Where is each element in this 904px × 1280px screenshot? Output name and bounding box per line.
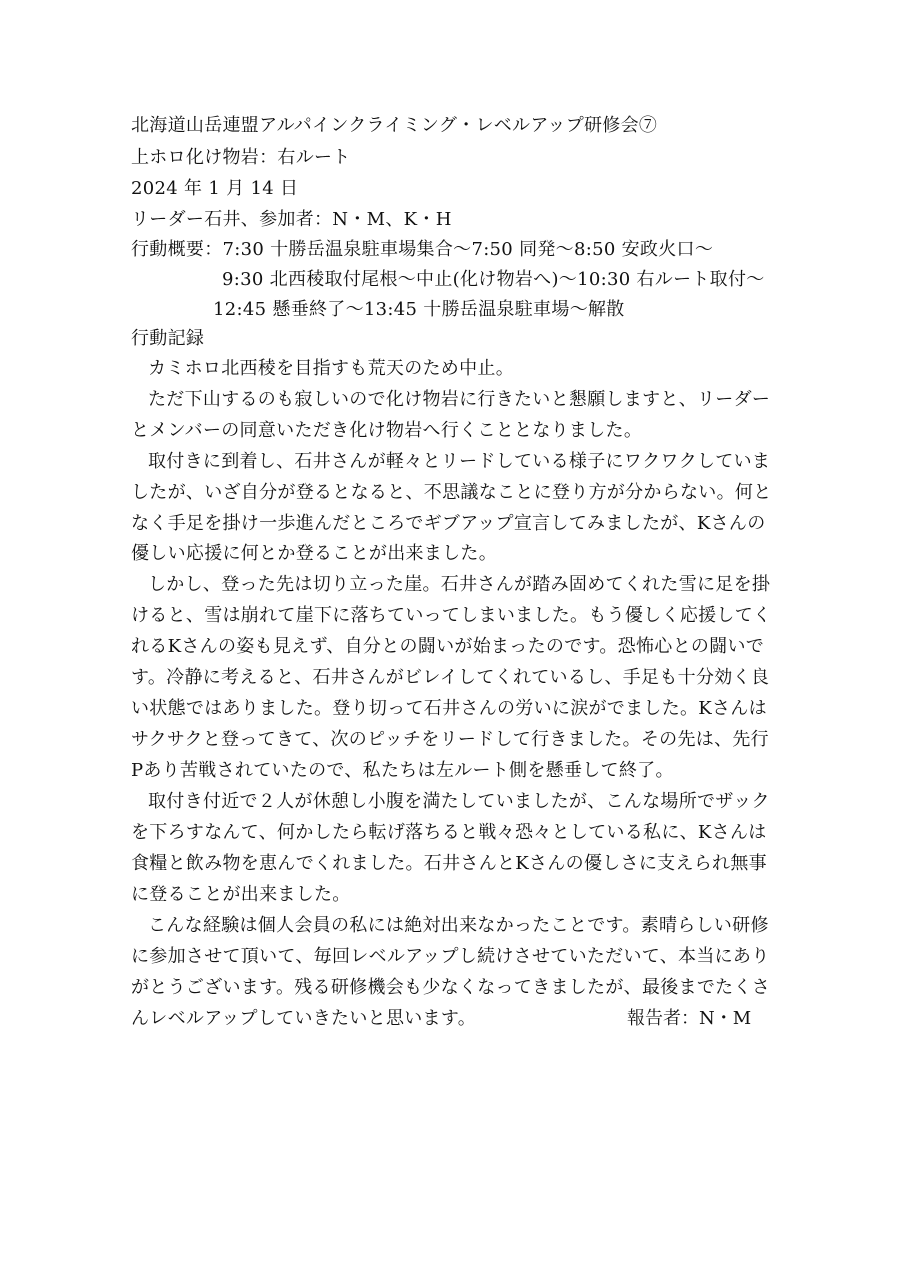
body-line: したが、いざ自分が登るとなると、不思議なことに登り方が分からない。何と [131,482,772,503]
body-line: がとうございます。残る研修機会も少なくなってきましたが、最後までたくさ [131,977,771,998]
date: 2024 年 1 月 14 日 [131,178,299,199]
body-line: んレベルアップしていきたいと思います。 [131,1008,476,1029]
body-line: カミホロ北西稜を目指すも荒天のため中止。 [148,358,514,379]
body-line: サクサクと登ってきて、次のピッチをリードして行きました。その先は、先行 [131,729,769,750]
summary-line-1 [131,237,713,263]
body-line: を下ろすなんて、何かしたら転げ落ちると戦々恐々としている私に、Kさんは [131,822,767,843]
body-line: しかし、登った先は切り立った崖。石井さんが踏み固めてくれた雪に足を掛 [148,574,771,595]
body-line: い状態ではありました。登り切って石井さんの労いに涙がでました。Kさんは [131,698,767,719]
body-line: 取付きに到着し、石井さんが軽々とリードしている様子にワクワクしていま [148,451,771,472]
reporter: 報告者：N・M [627,1008,752,1029]
body-line: けると、雪は崩れて崖下に落ちていってしまいました。もう優しく応援してく [131,605,772,626]
body-line: なく手足を掛け一歩進んだところでギブアップ宣言してみましたが、Kさんの [131,513,766,534]
document-title: 北海道山岳連盟アルパインクライミング・レベルアップ研修会⑦ [131,115,658,136]
summary-label: 行動概要： [131,239,223,260]
record-label: 行動記録 [131,328,205,349]
body-line: す。冷静に考えると、石井さんがビレイしてくれているし、手足も十分効く良 [131,667,770,688]
body-line: に登ることが出来ました。 [131,884,351,905]
body-line: ただ下山するのも寂しいので化け物岩に行きたいと懇願しますと、リーダー [148,389,771,410]
body-line: こんな経験は個人会員の私には絶対出来なかったことです。素晴らしい研修 [148,915,769,936]
route-name: 上ホロ化け物岩：右ルート [131,147,351,168]
summary-line-2: 9:30 北西稜取付尾根～中止(化け物岩へ)～10:30 右ルート取付～ [222,269,765,290]
body-line: れるKさんの姿も見えず、自分との闘いが始まったのです。恐怖心との闘いで [131,636,765,657]
body-line: とメンバーの同意いただき化け物岩へ行くこととなりました。 [131,420,643,441]
members: リーダー石井、参加者：N・M、K・H [131,209,452,230]
summary-line-3: 12:45 懸垂終了～13:45 十勝岳温泉駐車場～解散 [213,299,625,320]
body-line: Pあり苦戦されていたので、私たちは左ルート側を懸垂して終了。 [131,760,674,781]
summary-text-1: 7:30 十勝岳温泉駐車場集合～7:50 同発～8:50 安政火口～ [222,239,714,260]
body-line: 食糧と飲み物を恵んでくれました。石井さんとKさんの優しさに支えられ無事 [131,853,767,874]
body-line: に参加させて頂いて、毎回レベルアップし続けさせていただいて、本当にあり [131,946,770,967]
body-line: 優しい応援に何とか登ることが出来ました。 [131,543,497,564]
body-line: 取付き付近で２人が休憩し小腹を満たしていましたが、こんな場所でザック [148,791,770,812]
